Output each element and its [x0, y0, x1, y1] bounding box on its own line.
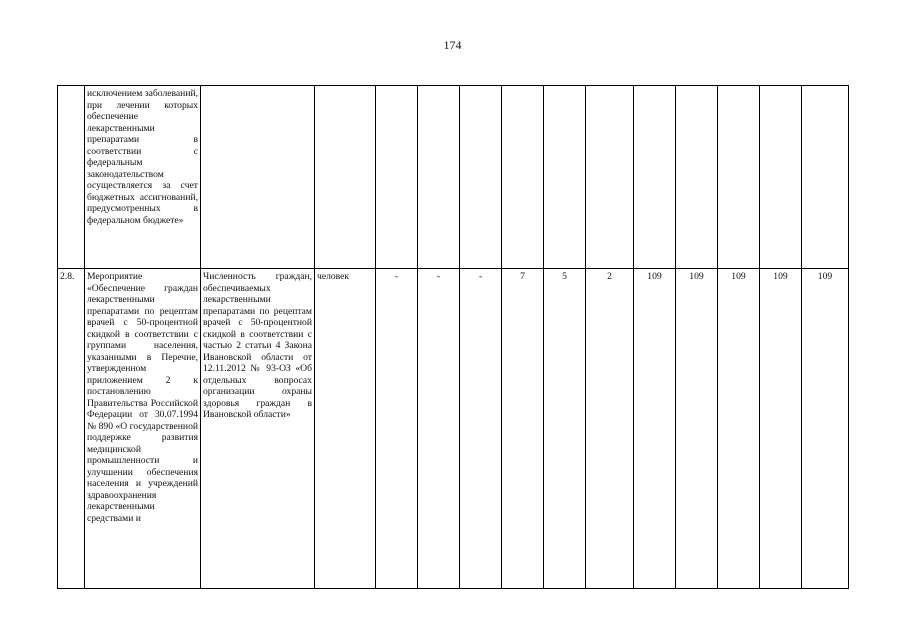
row-number-cell: 2.8.	[58, 269, 85, 589]
value-cell: -	[460, 269, 502, 589]
unit-cell: человек	[315, 269, 376, 589]
value-cell: 109	[718, 269, 760, 589]
measure-name-cell: исключением заболеваний, при лечении которых обеспечение лекарственными препаратами в соответствии с федеральным законодательством осуществляется за счет бюджетных ассигнований, предусмотренных в федеральном бюджете»	[85, 86, 201, 269]
value-cell: 109	[634, 269, 676, 589]
value-cell: 109	[802, 269, 849, 589]
indicator-cell: Численность граждан, обеспечиваемых лекарственными препаратами по рецептам врачей с 50-процентной скидкой в соответствии с частью 2 статьи 4 Закона Ивановской области от 12.11.2012 № 93-ОЗ «Об отдельных вопросах организации охраны здоровья граждан в Ивановской области»	[201, 269, 315, 589]
measure-name-cell: Мероприятие «Обеспечение граждан лекарственными препаратами по рецептам врачей с 50-процентной скидкой в соответствии с группами населения, указанными в Перечне, утвержденном приложением 2 к постановлению Правительства Российской Федерации от 30.07.1994 № 890 «О государственной поддержке развития медицинской промышленности и улучшении обеспечения населения и учреждений здравоохранения лекарственными средствами и	[85, 269, 201, 589]
value-cell	[502, 86, 544, 269]
value-cell	[376, 86, 418, 269]
value-cell	[418, 86, 460, 269]
indicator-cell	[201, 86, 315, 269]
value-cell: 109	[760, 269, 802, 589]
value-cell: 109	[676, 269, 718, 589]
unit-cell	[315, 86, 376, 269]
value-cell: -	[376, 269, 418, 589]
value-cell	[676, 86, 718, 269]
value-cell	[802, 86, 849, 269]
page-number: 174	[443, 38, 462, 52]
table-row	[58, 86, 849, 269]
value-cell: 5	[544, 269, 586, 589]
value-cell	[718, 86, 760, 269]
value-cell	[586, 86, 634, 269]
value-cell	[460, 86, 502, 269]
document-table	[57, 85, 849, 589]
value-cell: 2	[586, 269, 634, 589]
value-cell	[544, 86, 586, 269]
value-cell: 7	[502, 269, 544, 589]
row-number-cell	[58, 86, 85, 269]
value-cell	[760, 86, 802, 269]
table-row	[58, 269, 849, 589]
value-cell	[634, 86, 676, 269]
value-cell: -	[418, 269, 460, 589]
